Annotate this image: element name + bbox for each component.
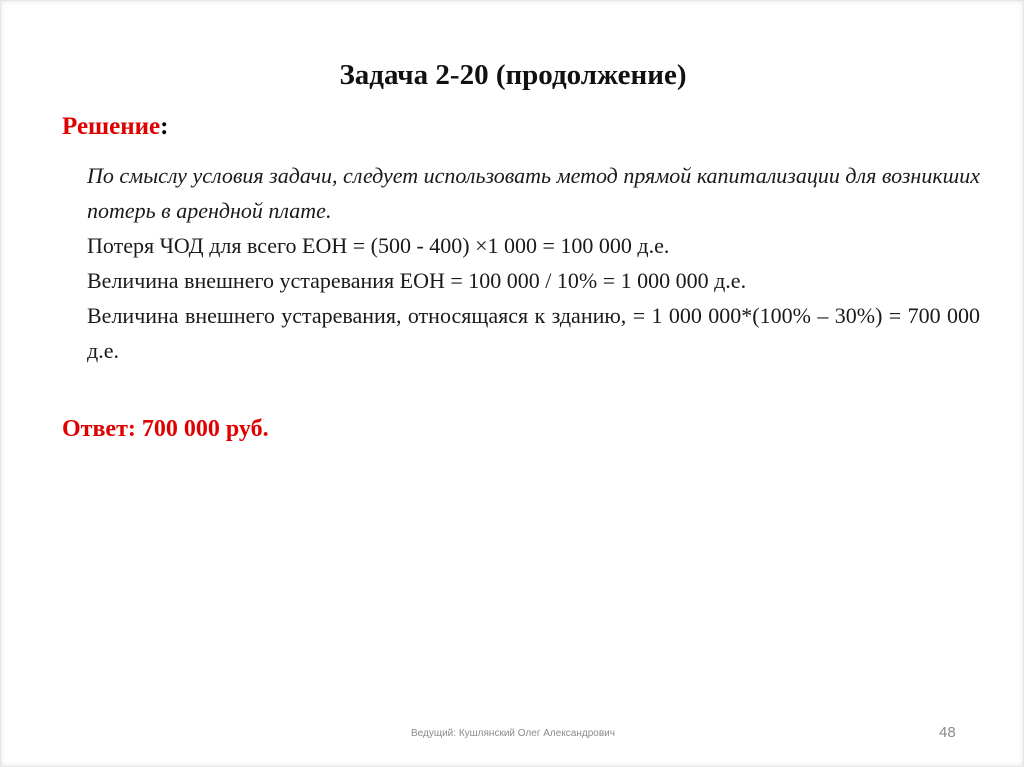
solution-heading — [62, 113, 168, 141]
answer-text: Ответ: 700 000 руб. — [62, 416, 269, 442]
method-paragraph: По смыслу условия задачи, следует использовать метод прямой капитализации для возникших потерь в арендной плате. — [87, 163, 980, 223]
solution-body — [87, 158, 980, 368]
solution-colon: : — [160, 113, 169, 140]
page-number: 48 — [939, 724, 956, 741]
footer-presenter: Ведущий: Кушлянский Олег Александрович — [411, 728, 615, 739]
slide-title: Задача 2-20 (продолжение) — [339, 59, 687, 91]
solution-label: Решение — [62, 113, 161, 140]
external-obsolescence-line: Величина внешнего устаревания ЕОН = 100 000 / 10% = 1 000 000 д.е. — [87, 268, 747, 293]
building-obsolescence-line: Величина внешнего устаревания, относящаяся к зданию, = 1 000 000*(100% – 30%) = 700 000 д.е. — [87, 303, 980, 363]
noi-loss-line: Потеря ЧОД для всего ЕОН = (500 - 400) ×1 000 = 100 000 д.е. — [87, 233, 670, 258]
